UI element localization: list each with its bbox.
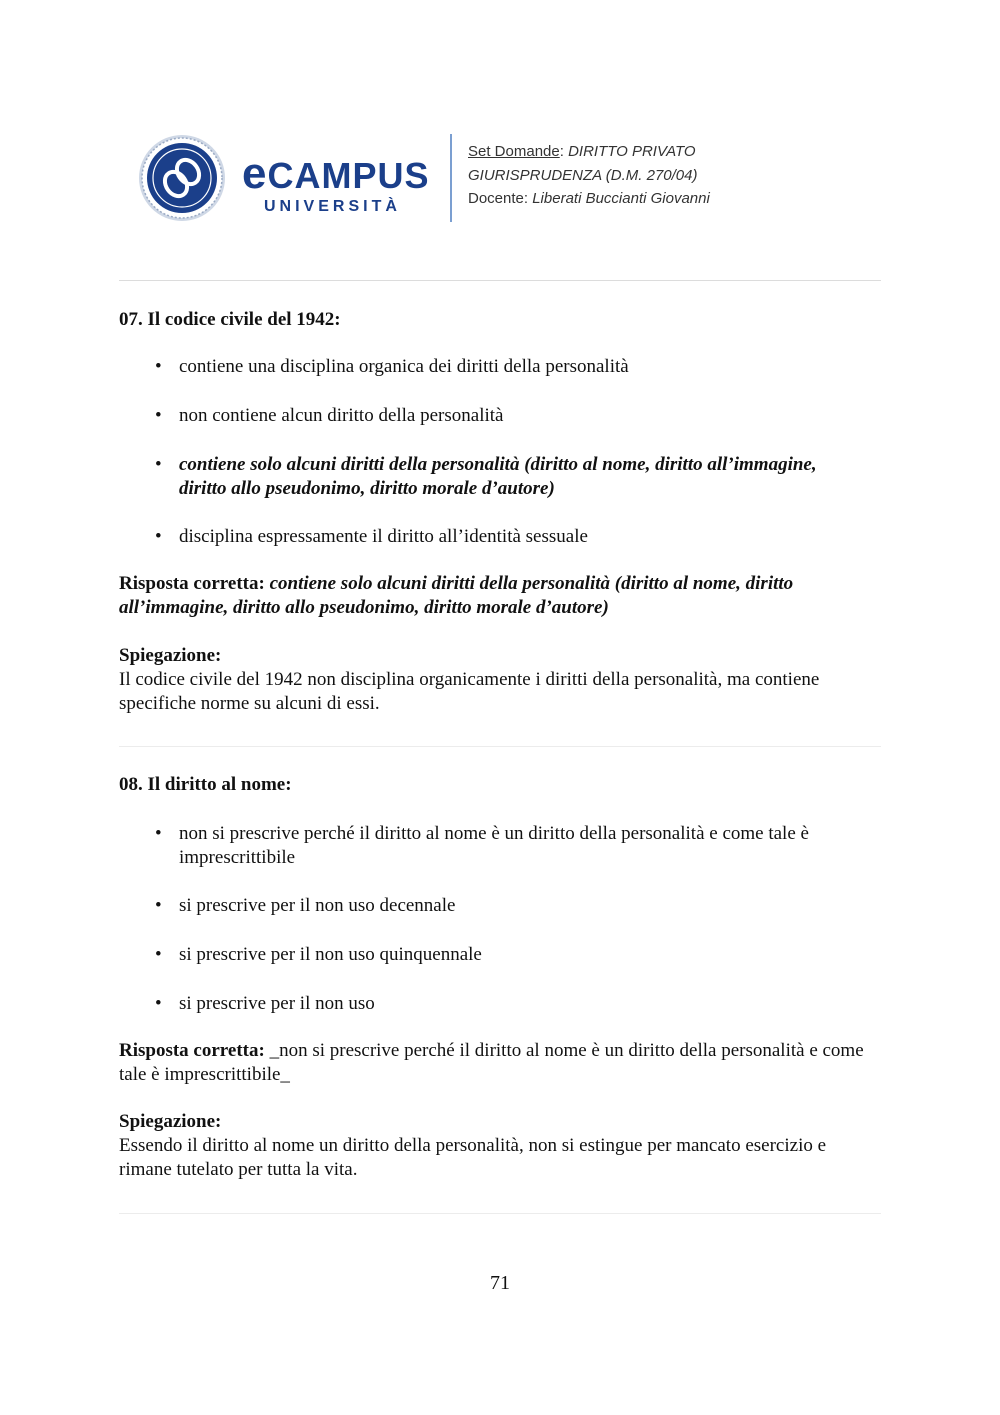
bullet-icon: • (155, 405, 162, 426)
docente-value: Liberati Buccianti Giovanni (532, 190, 710, 207)
bullet-icon: • (155, 526, 162, 547)
wordmark-title: CAMPUS (267, 155, 430, 196)
university-seal-logo (138, 134, 226, 222)
wordmark-letter: e (242, 149, 268, 198)
bullet-icon: • (155, 895, 162, 916)
explanation (119, 1110, 879, 1182)
answer-option: • si prescrive per il non uso decennale (155, 895, 456, 916)
course-meta: Set Domande: DIRITTO PRIVATO GIURISPRUDENZA (D.M. 270/04) Docente: Liberati Buccianti Giovanni (468, 143, 710, 207)
docente-label: Docente (468, 190, 524, 207)
header-divider (450, 134, 452, 222)
set-value-2: GIURISPRUDENZA (D.M. 270/04) (468, 166, 698, 184)
question-title: 07. Il codice civile del 1942: (119, 309, 341, 330)
answer-option: • disciplina espressamente il diritto all’identità sessuale (155, 526, 588, 547)
header-rule (119, 280, 881, 281)
bullet-icon: • (155, 823, 162, 844)
section-rule (119, 1213, 881, 1214)
correct-answer (119, 1039, 879, 1087)
answer-option: • si prescrive per il non uso quinquennale (155, 944, 482, 965)
bullet-icon: • (155, 356, 162, 377)
bullet-icon: • (155, 454, 162, 475)
explanation (119, 644, 879, 716)
document-header (138, 128, 878, 228)
answer-label: Risposta corretta: (119, 1040, 265, 1061)
question-title: 08. Il diritto al nome: (119, 774, 292, 795)
answer-option: • non contiene alcun diritto della personalità (155, 405, 504, 426)
answer-option-correct: • non si prescrive perché il diritto al nome è un diritto della personalità e come tale è imprescrittibile (155, 823, 809, 868)
ecampus-wordmark (242, 149, 430, 216)
explanation-text: Il codice civile del 1942 non disciplina organicamente i diritti della personalità, ma contiene specifiche norme su alcuni di essi. (119, 669, 820, 714)
answer-option: • contiene una disciplina organica dei diritti della personalità (155, 356, 629, 377)
explanation-label: Spiegazione: (119, 1111, 222, 1132)
answer-label: Risposta corretta: (119, 573, 265, 594)
bullet-icon: • (155, 993, 162, 1014)
answer-text: contiene solo alcuni diritti della personalità (diritto al nome, diritto all’immagine, diritto allo pseudonimo, diritto morale d’autore) (119, 573, 794, 618)
set-value: DIRITTO PRIVATO (568, 143, 696, 160)
answer-option-correct: • contiene solo alcuni diritti della personalità (diritto al nome, diritto all’immagine, diritto allo pseudonimo, diritto morale d’autore) (155, 454, 817, 499)
correct-answer (119, 572, 879, 620)
section-rule (119, 746, 881, 747)
explanation-label: Spiegazione: (119, 645, 222, 666)
wordmark-subtitle: UNIVERSITÀ (264, 198, 401, 215)
explanation-text: Essendo il diritto al nome un diritto della personalità, non si estingue per mancato esercizio e rimane tutelato per tutta la vita. (119, 1135, 827, 1180)
bullet-icon: • (155, 944, 162, 965)
answer-option: • si prescrive per il non uso (155, 993, 375, 1014)
page-number: 71 (490, 1272, 510, 1294)
answer-text: _non si prescrive perché il diritto al nome è un diritto della personalità e come tale è imprescrittibile_ (119, 1040, 864, 1085)
set-label: Set Domande (468, 143, 560, 160)
